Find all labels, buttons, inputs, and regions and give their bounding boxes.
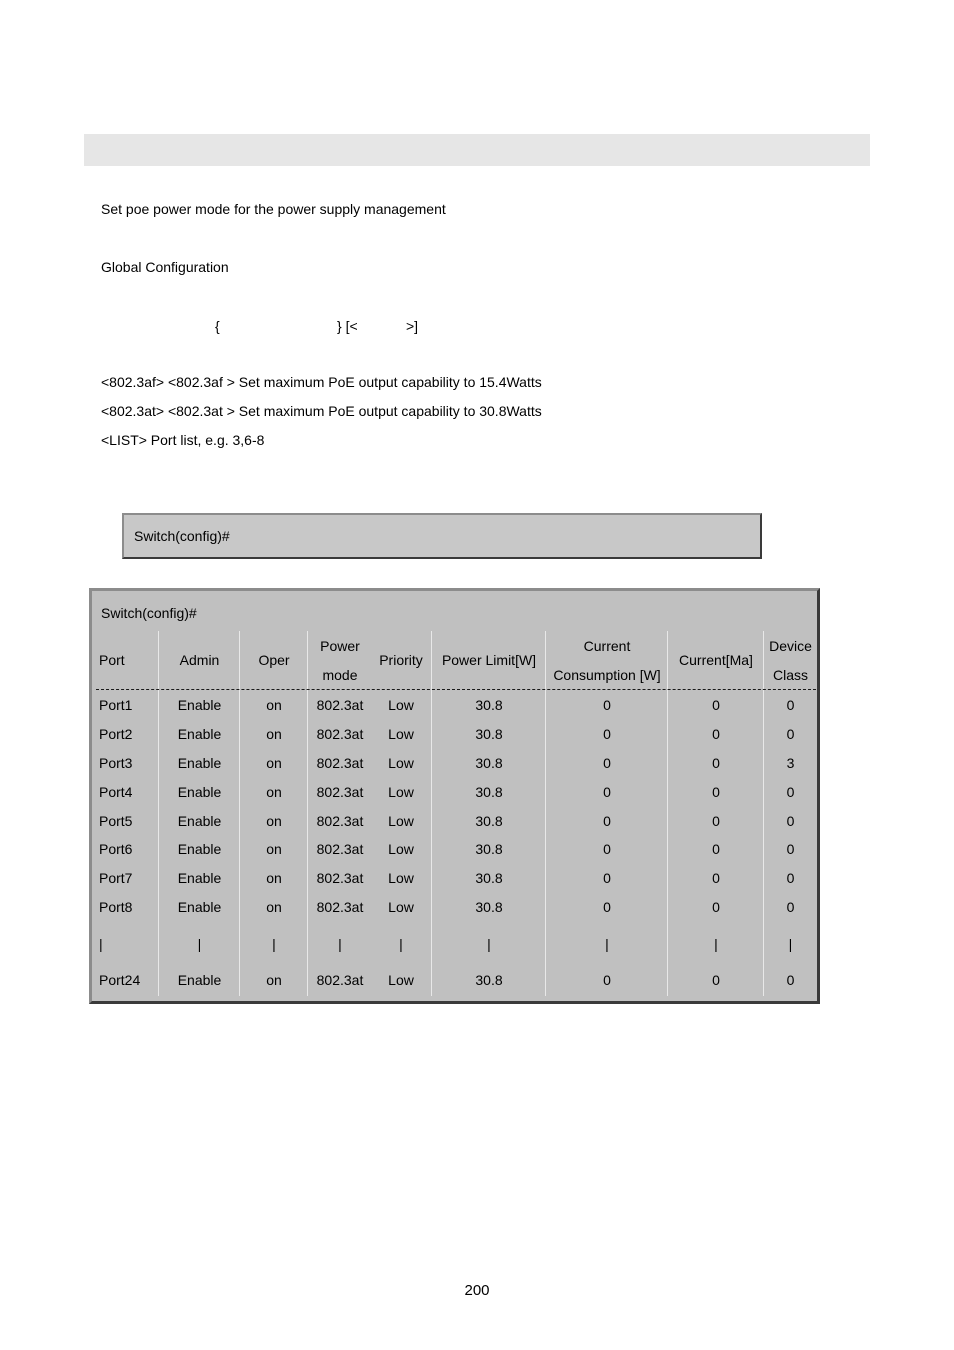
syntax-close-end: >] (406, 318, 419, 334)
cell-current: | (714, 936, 718, 952)
column-device-class (763, 631, 817, 996)
output-example-box (89, 588, 820, 1004)
cell-class: 0 (786, 813, 795, 829)
cell-class: 0 (786, 841, 795, 857)
cell-oper: on (266, 697, 282, 713)
cell-port: Port7 (99, 870, 133, 886)
column-priority (371, 631, 431, 996)
cell-admin: Enable (177, 813, 222, 829)
cell-limit: 30.8 (475, 755, 503, 771)
cell-limit: 30.8 (475, 813, 503, 829)
cell-oper: on (266, 972, 282, 988)
cell-current: 0 (712, 972, 720, 988)
cell-admin: Enable (177, 972, 222, 988)
cell-limit: 30.8 (475, 697, 503, 713)
cell-limit: 30.8 (475, 841, 503, 857)
param-802-3at: <802.3at> <802.3at > Set maximum PoE output capability to 30.8Watts (101, 403, 542, 419)
cell-admin: Enable (177, 784, 222, 800)
cell-port: Port1 (99, 697, 133, 713)
column-oper (239, 631, 308, 996)
output-prompt: Switch(config)# (101, 605, 197, 621)
cell-admin: Enable (177, 726, 222, 742)
cell-oper: | (272, 936, 276, 952)
cell-current: 0 (712, 813, 720, 829)
cell-cons: 0 (603, 784, 611, 800)
cell-admin: Enable (177, 841, 222, 857)
cell-priority: Low (388, 726, 414, 742)
cell-class: 0 (786, 899, 795, 915)
cell-limit: 30.8 (475, 899, 503, 915)
cell-limit: | (487, 936, 491, 952)
syntax-open-brace: { (215, 318, 220, 334)
cell-oper: on (266, 841, 282, 857)
cell-mode: 802.3at (316, 870, 364, 886)
cell-cons: 0 (603, 726, 611, 742)
cell-port: Port2 (99, 726, 133, 742)
cell-cons: 0 (603, 697, 611, 713)
cell-priority: Low (388, 841, 414, 857)
header-current: Current[Ma] (679, 652, 753, 668)
column-power-limit (431, 631, 546, 996)
cell-cons: 0 (603, 972, 611, 988)
header-device-class: Device Class (769, 638, 812, 683)
cell-priority: Low (388, 697, 414, 713)
cell-priority: Low (388, 870, 414, 886)
param-list: <LIST> Port list, e.g. 3,6-8 (101, 432, 265, 448)
cell-mode: 802.3at (316, 899, 364, 915)
cell-class: | (788, 936, 793, 952)
cell-mode: 802.3at (316, 755, 364, 771)
cell-port: Port4 (99, 784, 133, 800)
cell-cons: 0 (603, 841, 611, 857)
header-power-limit: Power Limit[W] (441, 652, 537, 668)
cell-class: 0 (786, 870, 795, 886)
cell-current: 0 (712, 899, 720, 915)
cell-priority: Low (388, 813, 414, 829)
column-port (96, 631, 158, 996)
cell-mode: 802.3at (316, 784, 364, 800)
cell-mode: 802.3at (316, 726, 364, 742)
cell-limit: 30.8 (475, 784, 503, 800)
cell-admin: Enable (177, 755, 222, 771)
column-consumption (545, 631, 668, 996)
cell-cons: 0 (603, 870, 611, 886)
cell-mode: | (338, 936, 342, 952)
cell-cons: 0 (603, 813, 611, 829)
cell-oper: on (266, 726, 282, 742)
cell-port: Port8 (99, 899, 133, 915)
section-title-bar (84, 134, 870, 166)
cell-current: 0 (712, 841, 720, 857)
cell-limit: 30.8 (475, 870, 503, 886)
cell-admin: Enable (177, 899, 222, 915)
cell-current: 0 (712, 726, 720, 742)
cell-class: 0 (786, 784, 795, 800)
cell-oper: on (266, 784, 282, 800)
cell-limit: 30.8 (475, 726, 503, 742)
cell-mode: 802.3at (316, 972, 364, 988)
cell-priority: Low (388, 755, 414, 771)
cell-current: 0 (712, 870, 720, 886)
cell-oper: on (266, 755, 282, 771)
cell-cons: | (605, 936, 609, 952)
cell-priority: Low (388, 972, 414, 988)
header-divider (96, 689, 816, 690)
syntax-close-part: } [< (337, 318, 358, 334)
cell-current: 0 (712, 784, 720, 800)
header-power-mode: Power mode (320, 638, 360, 683)
cell-admin: Enable (177, 870, 222, 886)
cell-current: 0 (712, 697, 720, 713)
cell-mode: 802.3at (316, 813, 364, 829)
cell-class: 0 (786, 972, 795, 988)
command-description: Set poe power mode for the power supply management (101, 201, 446, 217)
cell-priority: | (399, 936, 403, 952)
command-prompt: Switch(config)# (134, 528, 230, 544)
column-current (667, 631, 764, 996)
header-priority: Priority (379, 652, 423, 668)
cell-cons: 0 (603, 755, 611, 771)
column-power-mode (307, 631, 372, 996)
cell-priority: Low (388, 784, 414, 800)
cell-mode: 802.3at (316, 697, 364, 713)
cell-mode: 802.3at (316, 841, 364, 857)
cell-port: Port5 (99, 813, 133, 829)
cell-oper: on (266, 870, 282, 886)
poe-status-table (96, 631, 816, 996)
command-example-box (122, 513, 762, 559)
cell-port: | (99, 936, 103, 952)
cell-oper: on (266, 899, 282, 915)
header-consumption: Current Consumption [W] (553, 638, 661, 683)
cell-admin: Enable (177, 697, 222, 713)
column-admin (158, 631, 240, 996)
cell-priority: Low (388, 899, 414, 915)
header-oper: Oper (258, 652, 290, 668)
cell-oper: on (266, 813, 282, 829)
param-802-3af: <802.3af> <802.3af > Set maximum PoE output capability to 15.4Watts (101, 374, 542, 390)
cell-limit: 30.8 (475, 972, 503, 988)
cell-admin: | (197, 936, 202, 952)
cell-class: 3 (786, 755, 795, 771)
command-mode: Global Configuration (101, 259, 229, 275)
cell-port: Port3 (99, 755, 133, 771)
header-port: Port (99, 652, 125, 668)
cell-port: Port6 (99, 841, 133, 857)
cell-class: 0 (786, 726, 795, 742)
cell-port: Port24 (99, 972, 141, 988)
cell-cons: 0 (603, 899, 611, 915)
cell-current: 0 (712, 755, 720, 771)
cell-class: 0 (786, 697, 795, 713)
header-admin: Admin (179, 652, 220, 668)
page-number: 200 (464, 1282, 490, 1299)
